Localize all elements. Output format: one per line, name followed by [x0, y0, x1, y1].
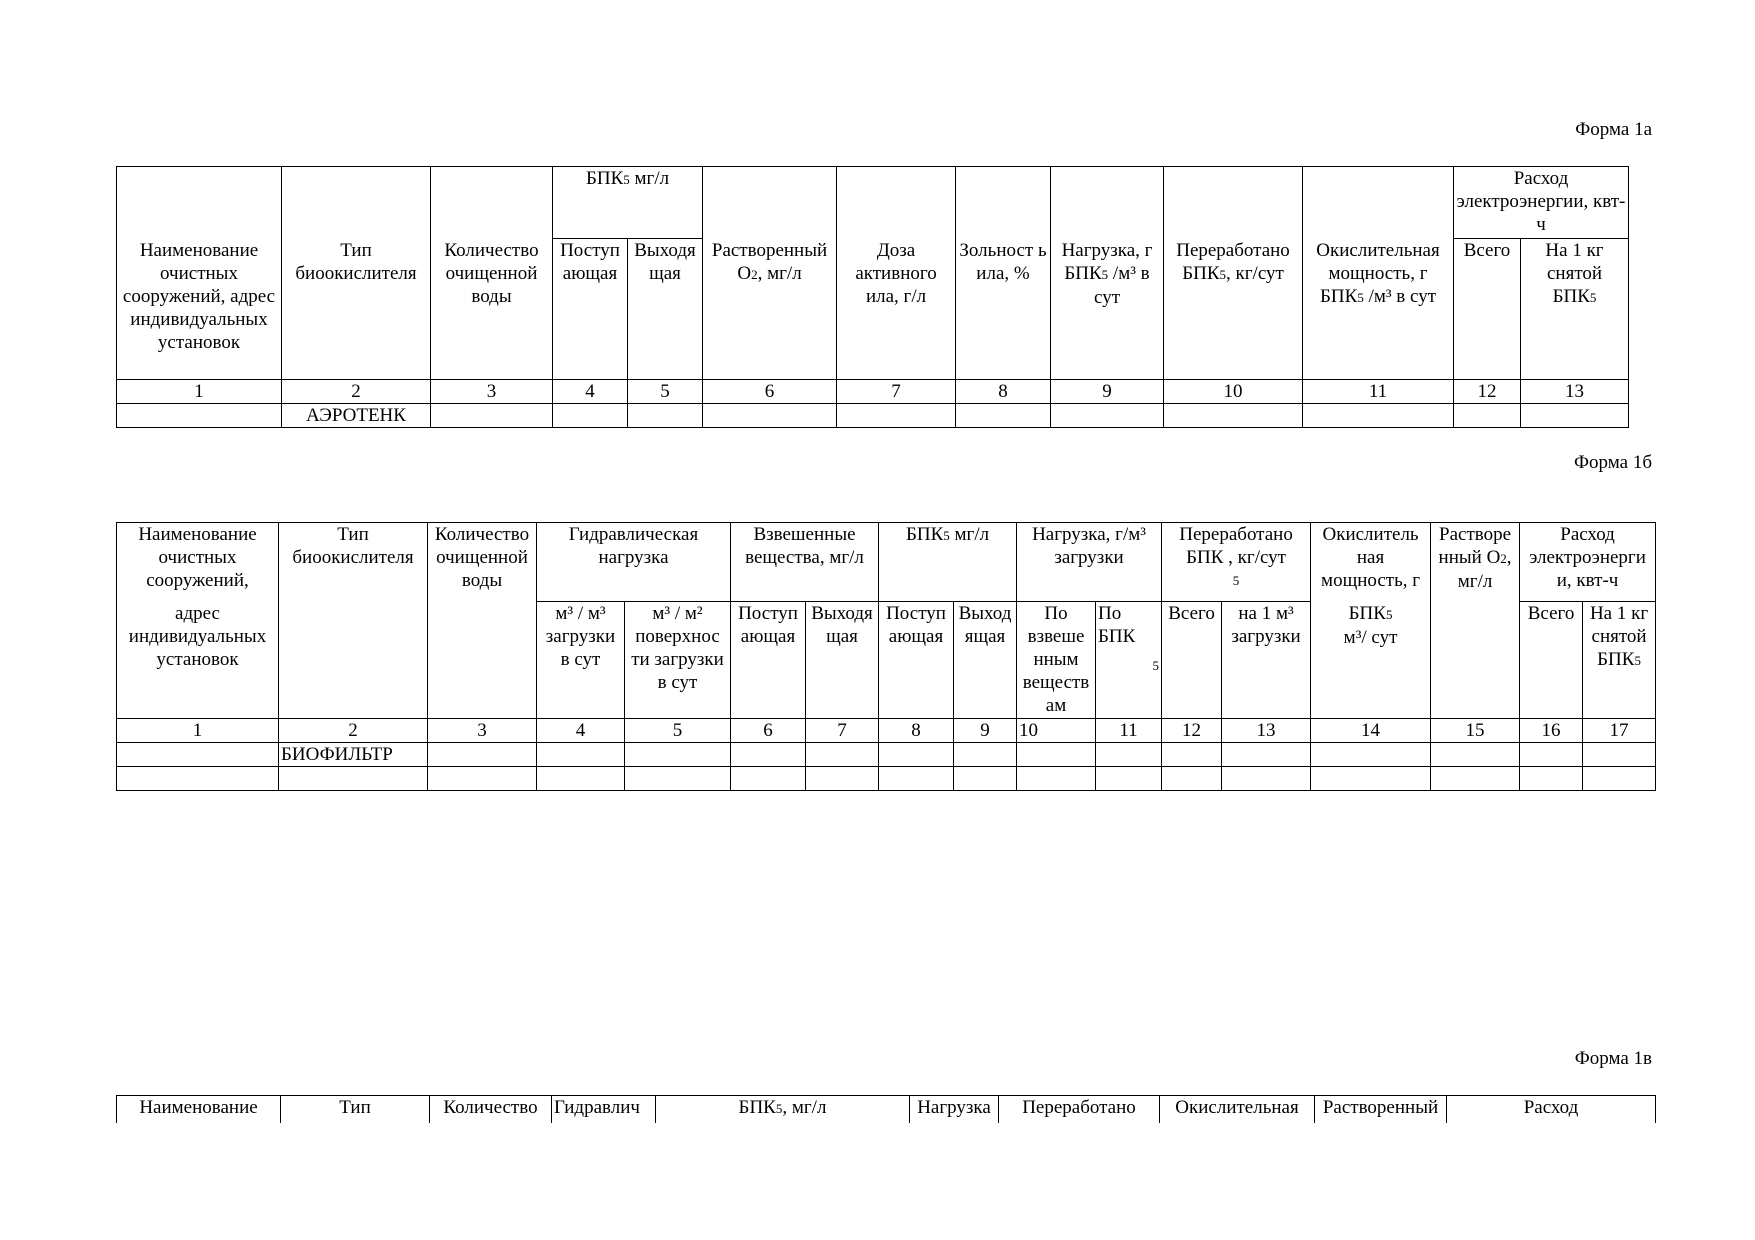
col-number: 13 [1521, 380, 1629, 404]
data-cell[interactable] [428, 743, 537, 767]
col-number: 7 [806, 719, 879, 743]
col-number: 12 [1162, 719, 1222, 743]
header-dissolved-o2: Растворенный O2, мг/л [703, 167, 837, 380]
col-number: 9 [1051, 380, 1164, 404]
data-cell[interactable] [1096, 767, 1162, 791]
col-number: 6 [731, 719, 806, 743]
col-number: 8 [956, 380, 1051, 404]
col-number: 6 [703, 380, 837, 404]
col-number: 17 [1583, 719, 1656, 743]
header-energy-total: Всего [1454, 239, 1521, 380]
data-cell[interactable] [1017, 767, 1096, 791]
col-number: 4 [537, 719, 625, 743]
data-cell[interactable] [837, 404, 956, 428]
data-cell[interactable] [954, 767, 1017, 791]
header-treated-water: Количество очищенной воды [428, 523, 537, 719]
header-oxidizing: Окислительная [1160, 1096, 1315, 1124]
col-number: 11 [1303, 380, 1454, 404]
data-cell[interactable] [625, 743, 731, 767]
data-cell[interactable] [1520, 743, 1583, 767]
col-number: 1 [117, 719, 279, 743]
data-cell[interactable] [1164, 404, 1303, 428]
data-cell[interactable] [1096, 743, 1162, 767]
header-bpk-incoming: Поступ ающая [553, 239, 628, 380]
form-1v-table [116, 1095, 1656, 1123]
header-load-suspended: По взвеше нным веществ ам [1017, 602, 1096, 719]
header-facility-name-bottom: адрес индивидуальных установок [128, 603, 267, 670]
data-cell[interactable] [954, 743, 1017, 767]
header-energy-group: Расход электроэнергии, квт-ч [1454, 167, 1629, 239]
data-cell[interactable] [806, 767, 879, 791]
header-sludge-dose: Доза активного ила, г/л [837, 167, 956, 380]
header-bpk-incoming: Поступ ающая [879, 602, 954, 719]
header-bpk-outgoing: Выход ящая [954, 602, 1017, 719]
data-cell[interactable] [879, 743, 954, 767]
table-row [117, 404, 1629, 428]
col-number: 10 [1017, 719, 1096, 743]
col-number: 4 [553, 380, 628, 404]
data-cell[interactable] [703, 404, 837, 428]
header-energy-per-kg: На 1 кг снятой БПК5 [1521, 239, 1629, 380]
header-facility-name [117, 523, 279, 719]
header-biooxidizer-type: Тип биоокислителя [282, 167, 431, 380]
col-number: 15 [1431, 719, 1520, 743]
header-hydr-per-m3: м³ / м³ загрузки в сут [537, 602, 625, 719]
form-1a-label: Форма 1а [1575, 119, 1652, 140]
header-bpk-group: БПК5, мг/л [656, 1096, 910, 1124]
header-treated-water: Количество [430, 1096, 552, 1124]
col-number: 1 [117, 380, 282, 404]
data-cell[interactable] [428, 767, 537, 791]
header-susp-incoming: Поступ ающая [731, 602, 806, 719]
header-dissolved-o2: Растворенный [1315, 1096, 1447, 1124]
header-load: Нагрузка, г БПК5 /м³ в сут [1051, 167, 1164, 380]
header-facility-name: Наименование [117, 1096, 281, 1124]
data-cell[interactable] [1431, 743, 1520, 767]
data-cell[interactable] [1222, 767, 1311, 791]
form-1b-table [116, 522, 1656, 791]
header-biooxidizer-type: Тип [281, 1096, 430, 1124]
col-number: 16 [1520, 719, 1583, 743]
header-energy: Расход [1447, 1096, 1656, 1124]
form-1v-clip [0, 1095, 1755, 1123]
table-row [117, 767, 1656, 791]
header-biooxidizer-type: Тип биоокислителя [279, 523, 428, 719]
data-cell[interactable] [956, 404, 1051, 428]
data-cell[interactable] [625, 767, 731, 791]
col-number: 14 [1311, 719, 1431, 743]
data-cell[interactable] [279, 767, 428, 791]
data-cell[interactable] [1162, 767, 1222, 791]
header-hydraulic: Гидравлич [552, 1096, 656, 1124]
data-cell[interactable] [117, 767, 279, 791]
data-cell[interactable] [1017, 743, 1096, 767]
form-1a-table [116, 166, 1629, 428]
data-cell[interactable] [1521, 404, 1629, 428]
data-cell[interactable] [1454, 404, 1521, 428]
col-number: 11 [1096, 719, 1162, 743]
data-cell[interactable] [117, 404, 282, 428]
header-hydr-per-m2: м³ / м² поверхнос ти загрузки в сут [625, 602, 731, 719]
form-1v-label: Форма 1в [1574, 1048, 1652, 1069]
data-cell[interactable] [1431, 767, 1520, 791]
header-facility-name: Наименование очистных сооружений, адрес индивидуальных установок [117, 167, 282, 380]
header-suspended-group: Взвешенные вещества, мг/л [731, 523, 879, 602]
data-cell[interactable] [731, 767, 806, 791]
data-cell[interactable] [431, 404, 553, 428]
header-load: Нагрузка [910, 1096, 999, 1124]
header-processed-group: Переработано БПК , кг/сут 5 [1162, 523, 1311, 602]
col-number: 2 [282, 380, 431, 404]
header-ash-content: Зольност ь ила, % [956, 167, 1051, 380]
header-bpk-group: БПК5 мг/л [553, 167, 703, 239]
col-number: 10 [1164, 380, 1303, 404]
col-number: 5 [625, 719, 731, 743]
data-cell[interactable] [553, 404, 628, 428]
header-energy-group: Расход электроэнерги и, квт-ч [1520, 523, 1656, 602]
header-dissolved-o2: Растворе нный O2, мг/л [1431, 523, 1520, 719]
data-cell[interactable] [1162, 743, 1222, 767]
header-energy-per-kg: На 1 кг снятой БПК5 [1583, 602, 1656, 719]
header-bpk-group: БПК5 мг/л [879, 523, 1017, 602]
data-cell[interactable] [537, 743, 625, 767]
data-cell[interactable] [117, 743, 279, 767]
data-cell[interactable] [1583, 767, 1656, 791]
data-cell[interactable] [1303, 404, 1454, 428]
data-cell[interactable] [1583, 743, 1656, 767]
column-numbers-row [117, 380, 1629, 404]
col-number: 13 [1222, 719, 1311, 743]
data-cell[interactable] [1222, 743, 1311, 767]
header-processed-total: Всего [1162, 602, 1222, 719]
col-number: 5 [628, 380, 703, 404]
column-numbers-row [117, 719, 1656, 743]
col-number: 7 [837, 380, 956, 404]
header-facility-name-top: Наименование очистных сооружений, [138, 524, 257, 591]
data-cell[interactable] [879, 767, 954, 791]
data-cell[interactable] [1520, 767, 1583, 791]
data-cell-type[interactable]: АЭРОТЕНК [282, 404, 431, 428]
col-number: 12 [1454, 380, 1521, 404]
form-1b-label: Форма 1б [1574, 452, 1652, 473]
header-hydraulic-load-group: Гидравлическая нагрузка [537, 523, 731, 602]
header-susp-outgoing: Выходя щая [806, 602, 879, 719]
data-cell[interactable] [731, 743, 806, 767]
col-number: 3 [431, 380, 553, 404]
data-cell[interactable] [1051, 404, 1164, 428]
header-processed-per-m3: на 1 м³ загрузки [1222, 602, 1311, 719]
data-cell[interactable] [1311, 767, 1431, 791]
header-load-group: Нагрузка, г/м³ загрузки [1017, 523, 1162, 602]
col-number: 2 [279, 719, 428, 743]
header-energy-total: Всего [1520, 602, 1583, 719]
col-number: 9 [954, 719, 1017, 743]
table-row [117, 743, 1656, 767]
data-cell-type[interactable]: БИОФИЛЬТР [279, 743, 428, 767]
data-cell[interactable] [806, 743, 879, 767]
header-load-bpk: По БПК 5 [1096, 602, 1162, 719]
col-number: 3 [428, 719, 537, 743]
header-treated-water: Количество очищенной воды [431, 167, 553, 380]
header-bpk-outgoing: Выходя щая [628, 239, 703, 380]
header-processed: Переработано [999, 1096, 1160, 1124]
col-number: 8 [879, 719, 954, 743]
data-cell[interactable] [1311, 743, 1431, 767]
header-processed-bpk: Переработано БПК5, кг/сут [1164, 167, 1303, 380]
header-oxidizing-capacity: Окислительная мощность, г БПК5 /м³ в сут [1303, 167, 1454, 380]
data-cell[interactable] [628, 404, 703, 428]
data-cell[interactable] [537, 767, 625, 791]
header-oxidizing-capacity: Окислитель ная мощность, г БПК5 м³/ сут [1311, 523, 1431, 719]
